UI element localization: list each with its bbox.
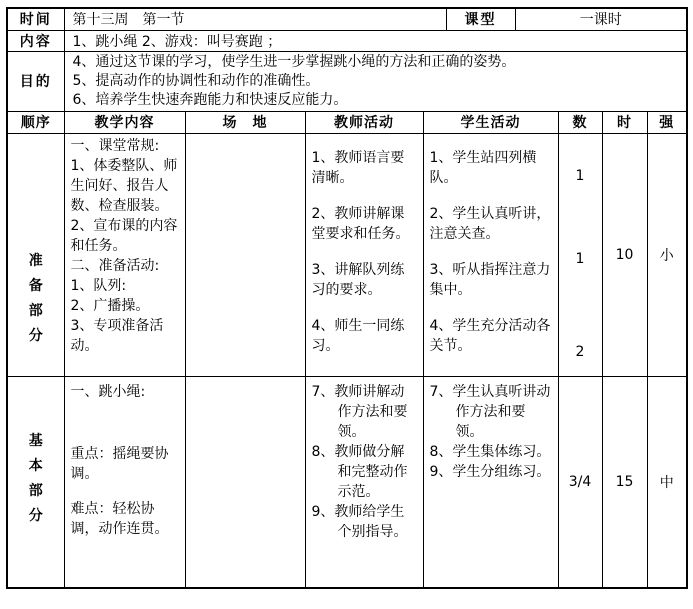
aim-label: 目的 bbox=[8, 51, 64, 111]
student-activity-item: 3、听从指挥注意力集中。 bbox=[429, 262, 551, 298]
lesson-info-table bbox=[8, 9, 686, 112]
aim-line: 6、培养学生快速奔跑能力和快速反应能力。 bbox=[72, 91, 348, 108]
basic-teaching-content bbox=[64, 377, 185, 587]
col-header-field: 场 地 bbox=[185, 112, 305, 134]
basic-student-activity bbox=[423, 377, 558, 587]
prep-teaching-content bbox=[64, 134, 185, 377]
prep-time-value: 10 bbox=[602, 134, 647, 377]
section-preparation-row bbox=[8, 134, 686, 377]
basic-field-cell bbox=[185, 377, 305, 587]
course-type-label: 课型 bbox=[446, 9, 515, 30]
content-line: 1、体委整队、师生问好、报告人数、检查服装。 bbox=[70, 158, 178, 214]
teacher-activity-item: 3、讲解队列练习的要求。 bbox=[311, 262, 405, 298]
prep-teacher-activity bbox=[305, 134, 423, 377]
content-line: 二、准备活动: bbox=[70, 258, 160, 274]
student-activity-item: 4、学生充分活动各关节。 bbox=[429, 318, 551, 354]
order-char: 分 bbox=[28, 508, 43, 524]
teacher-activity-item: 1、教师语言要清晰。 bbox=[311, 150, 405, 186]
time-value: 第十三周 第一节 bbox=[64, 9, 446, 30]
content-line: 1、队列: bbox=[70, 278, 127, 294]
student-activity-item: 1、学生站四列横队。 bbox=[429, 150, 537, 186]
teacher-activity-item: 2、教师讲解课堂要求和任务。 bbox=[311, 206, 410, 242]
order-char: 本 bbox=[28, 458, 43, 474]
order-char: 部 bbox=[28, 303, 43, 319]
content-value: 1、跳小绳 2、游戏：叫号赛跑 ； bbox=[64, 30, 686, 51]
col-header-teaching-content: 教学内容 bbox=[64, 112, 185, 134]
col-header-count: 数 bbox=[558, 112, 602, 134]
aim-line: 5、提高动作的协调性和动作的准确性。 bbox=[72, 72, 320, 89]
content-line: 难点：轻松协调，动作连贯。 bbox=[70, 501, 169, 537]
time-label: 时间 bbox=[8, 9, 64, 30]
prep-count-values bbox=[558, 134, 602, 377]
content-line: 重点：摇绳要协调。 bbox=[70, 446, 169, 482]
student-activity-item: 2、学生认真听讲，注意关查。 bbox=[429, 206, 551, 242]
prep-intensity-value: 小 bbox=[647, 134, 686, 377]
count-value: 2 bbox=[575, 344, 585, 360]
aim-value bbox=[64, 51, 686, 111]
content-line: 一、跳小绳: bbox=[70, 384, 146, 400]
order-char: 准 bbox=[28, 253, 43, 269]
prep-field-cell bbox=[185, 134, 305, 377]
col-header-time: 时 bbox=[602, 112, 647, 134]
content-label: 内容 bbox=[8, 30, 64, 51]
order-char: 备 bbox=[28, 278, 43, 294]
student-activity-item: 7、学生认真听讲动作方法和要领。 bbox=[429, 384, 551, 440]
basic-intensity-value: 中 bbox=[647, 377, 686, 587]
col-header-order: 顺序 bbox=[8, 112, 64, 134]
order-char: 分 bbox=[28, 328, 43, 344]
content-line: 2、宣布课的内容和任务。 bbox=[70, 218, 178, 254]
col-header-student-activity: 学生活动 bbox=[423, 112, 558, 134]
content-line: 2、广播操。 bbox=[70, 298, 150, 314]
prep-student-activity bbox=[423, 134, 558, 377]
teacher-activity-item: 9、教师给学生个别指导。 bbox=[311, 504, 408, 540]
content-line: 一、课堂常规: bbox=[70, 138, 160, 154]
course-type-value: 一课时 bbox=[515, 9, 686, 30]
col-header-intensity: 强 bbox=[647, 112, 686, 134]
content-line: 3、专项准备活动。 bbox=[70, 318, 164, 354]
row-aim bbox=[8, 51, 686, 111]
basic-count-value: 3/4 bbox=[558, 377, 602, 587]
section-preparation-name bbox=[8, 134, 64, 377]
lesson-plan-table bbox=[6, 7, 688, 589]
aim-line: 4、通过这节课的学习，使学生进一步掌握跳小绳的方法和正确的姿势。 bbox=[72, 53, 516, 70]
basic-time-value: 15 bbox=[602, 377, 647, 587]
order-char: 基 bbox=[28, 433, 43, 449]
section-basic-row bbox=[8, 377, 686, 587]
teacher-activity-item: 8、教师做分解和完整动作示范。 bbox=[311, 444, 408, 500]
count-value: 1 bbox=[575, 251, 585, 267]
teacher-activity-item: 4、师生一同练习。 bbox=[311, 318, 405, 354]
teacher-activity-item: 7、教师讲解动作方法和要领。 bbox=[311, 384, 408, 440]
grid-header-row bbox=[8, 112, 686, 134]
col-header-teacher-activity: 教师活动 bbox=[305, 112, 423, 134]
order-char: 部 bbox=[28, 483, 43, 499]
basic-teacher-activity bbox=[305, 377, 423, 587]
student-activity-item: 8、学生集体练习。 bbox=[429, 444, 551, 460]
teaching-process-table bbox=[8, 112, 686, 587]
student-activity-item: 9、学生分组练习。 bbox=[429, 464, 551, 480]
row-content bbox=[8, 30, 686, 51]
count-value: 1 bbox=[575, 168, 585, 184]
section-basic-name bbox=[8, 377, 64, 587]
row-time bbox=[8, 9, 686, 30]
